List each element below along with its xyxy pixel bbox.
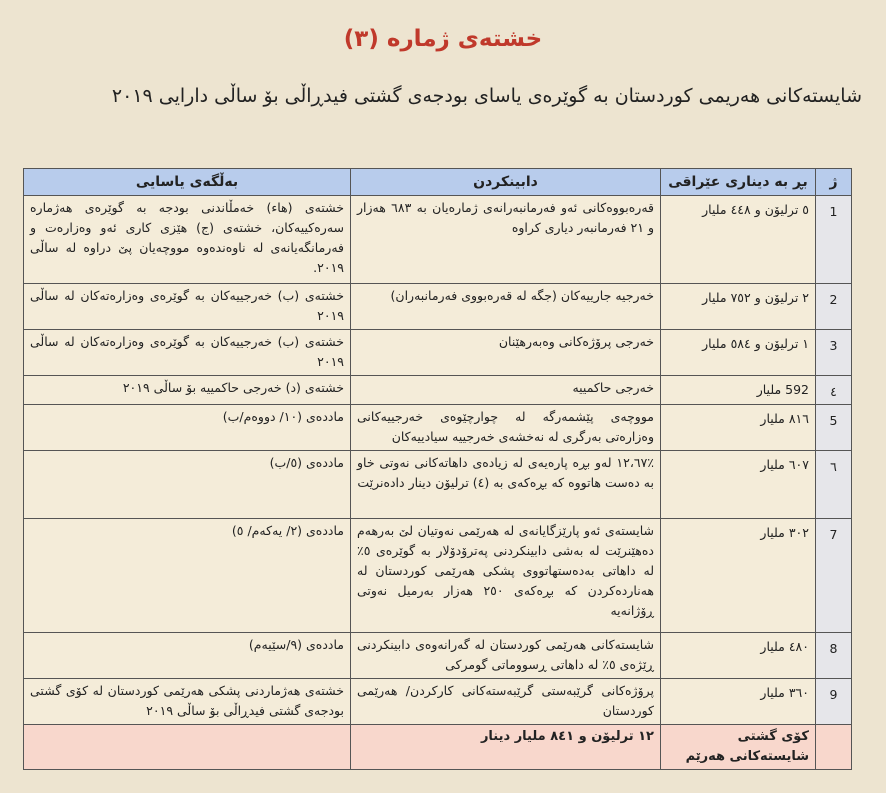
header-description: دابینکردن [351,169,661,196]
total-number-cell [816,725,852,770]
table-row [24,376,852,405]
row-description: پرۆژەکانی گرێبەستی گرێبەستەکانی کارکردن/ هەرێمی کوردستان [351,679,661,725]
budget-table [23,168,852,770]
header-amount: بڕ بە دیناری عێراقی [661,169,816,196]
total-legal-cell [24,725,351,770]
table-row [24,284,852,330]
row-number: 9 [816,679,852,725]
row-description: ٪١٢،٦٧ لەو بڕە پارەیەی لە زیادەی داهاتەکانی نەوتی خاو بە دەست هاتووە کە بڕەکەی بە (٤) ترلیۆن دینار دادەنرێت [351,451,661,519]
row-number: ٦ [816,451,852,519]
row-number: ٤ [816,376,852,405]
table-row [24,405,852,451]
row-amount: ٢ ترلیۆن و ٧٥٢ ملیار [661,284,816,330]
table-row [24,633,852,679]
row-description: خەرجی حاکمییە [351,376,661,405]
row-amount: ٤٨٠ ملیار [661,633,816,679]
row-legal-basis: ماددەی (٩/سێیەم) [24,633,351,679]
header-row [24,169,852,196]
table-title: خشتەی ژمارە (٣) [343,26,543,52]
row-legal-basis: ماددەی (٢/ یەکەم/ ٥) [24,519,351,633]
row-number: 1 [816,196,852,284]
row-legal-basis: خشتەی (د) خەرجی حاکمییە بۆ ساڵی ٢٠١٩ [24,376,351,405]
table-row [24,519,852,633]
row-legal-basis: خشتەی (ب) خەرجییەکان بە گوێرەی وەزارەتەکان لە ساڵی ٢٠١٩ [24,284,351,330]
row-description: خەرجی پرۆژەکانی وەبەرهێنان [351,330,661,376]
table-subtitle: شایستەکانی هەریمی کوردستان بە گوێرەی یاسای بودجەی گشتی فیدڕاڵی بۆ ساڵی دارایی ٢٠١٩ [111,85,862,107]
row-amount: ٦٠٧ ملیار [661,451,816,519]
row-description: مووچەی پێشمەرگە لە چوارچێوەی خەرجییەکانی وەزارەتی بەرگری لە نەخشەی خەرجییە سیادییەکان [351,405,661,451]
table-row [24,451,852,519]
header-number: ژ [816,169,852,196]
row-number: 3 [816,330,852,376]
row-amount: ٣٠٢ ملیار [661,519,816,633]
table-row [24,196,852,284]
row-amount: ٨١٦ ملیار [661,405,816,451]
row-legal-basis: ماددەی (٥/ب) [24,451,351,519]
row-amount: ١ ترلیۆن و ٥٨٤ ملیار [661,330,816,376]
row-legal-basis: خشتەی (ب) خەرجییەکان بە گوێرەی وەزارەتەکان لە ساڵی ٢٠١٩ [24,330,351,376]
row-description: قەرەبووەکانی ئەو فەرمانبەرانەی ژمارەیان بە ٦٨٣ هەزار و ٢١ فەرمانبەر دیاری کراوە [351,196,661,284]
total-row [24,725,852,770]
table-row [24,679,852,725]
row-description: شایستەکانی هەرێمی کوردستان لە گەرانەوەی دابینکردنی ڕێژەی ٥٪ لە داهاتی ڕسووماتی گومرکی [351,633,661,679]
header-legal-basis: بەڵگەی یاسایی [24,169,351,196]
row-amount: ٥ ترلیۆن و ٤٤٨ ملیار [661,196,816,284]
row-legal-basis: ماددەی (١٠/ دووەم/ب) [24,405,351,451]
row-amount: ٣٦٠ ملیار [661,679,816,725]
row-legal-basis: خشتەی هەژماردنی پشکی هەرێمی کوردستان لە کۆی گشتی بودجەی گشتی فیدڕاڵی بۆ ساڵی ٢٠١٩ [24,679,351,725]
row-description: خەرجیە جارییەکان (جگە لە قەرەبووی فەرمانبەران) [351,284,661,330]
row-number: 2 [816,284,852,330]
total-label: کۆی گشتی شایستەکانی هەرێم [661,725,816,770]
row-legal-basis: خشتەی (هاء) خەمڵاندنی بودجە بە گوێرەی هەژمارە سەرەکییەکان، خشتەی (ج) هێزی کاری ئەو وەزارەت و فەرمانگەیانەی لە ناوەندەوە مووچەیان پێ دراوە لە ساڵی ٢٠١٩. [24,196,351,284]
row-description: شایستەی ئەو پارێزگایانەی لە هەرێمی نەوتیان لێ بەرهەم دەهێنرێت لە بەشی دابینکردنی پەترۆدۆلار بە گوێرەی ٥٪ لە داهاتی بەدەستهاتووی پشکی هەرێمی کوردستان لە هەناردەکردن کە بڕەکەی ٢٥٠ هەزار بەرمیل نەوتی ڕۆژانەیە [351,519,661,633]
row-amount: 592 ملیار [661,376,816,405]
row-number: 8 [816,633,852,679]
row-number: 5 [816,405,852,451]
row-number: 7 [816,519,852,633]
table-row [24,330,852,376]
total-value: ١٢ ترلیۆن و ٨٤١ ملیار دینار [351,725,661,770]
